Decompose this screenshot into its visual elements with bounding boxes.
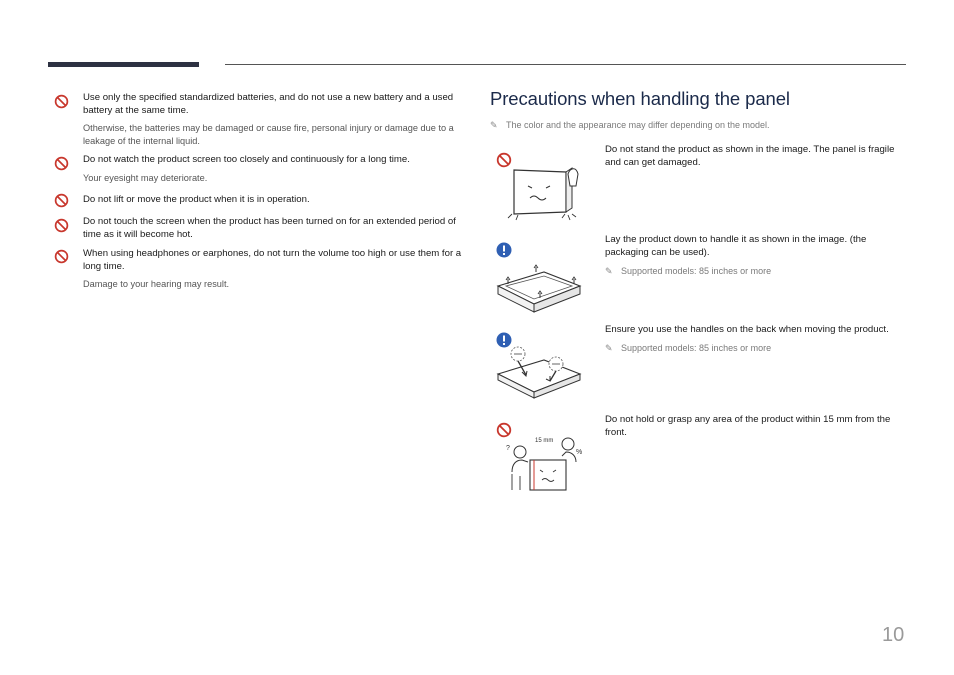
right-item-note-text: Supported models: 85 inches or more	[621, 343, 772, 353]
handles-illustration	[494, 346, 584, 405]
pencil-icon: ✎	[605, 343, 613, 353]
right-item-text: Do not stand the product as shown in the image. The panel is fragile and can get damaged.	[605, 144, 895, 168]
prohibit-icon	[54, 218, 69, 233]
header-rule	[225, 64, 906, 65]
right-item-text: Do not hold or grasp any area of the product within 15 mm from the front.	[605, 414, 891, 438]
svg-text:%: %	[576, 449, 583, 456]
page-number: 10	[882, 624, 905, 646]
left-item-sub: Otherwise, the batteries may be damaged or cause fire, personal injury or damage due to a leakage of the internal liquid.	[83, 123, 454, 146]
left-item-sub: Damage to your hearing may result.	[83, 279, 230, 289]
left-item-text: Do not touch the screen when the product has been turned on for an extended period of time as it will become hot.	[83, 216, 456, 240]
prohibit-icon	[54, 249, 69, 264]
section-note-text: The color and the appearance may differ depending on the model.	[506, 120, 770, 130]
prohibit-icon	[54, 94, 69, 109]
right-item-note-text: Supported models: 85 inches or more	[621, 266, 772, 276]
right-item-text: Lay the product down to handle it as shown in the image. (the packaging can be used).	[605, 234, 867, 258]
svg-text:?: ?	[506, 445, 510, 452]
info-icon	[496, 242, 512, 263]
right-item-text: Ensure you use the handles on the back when moving the product.	[605, 324, 889, 335]
standing-panel-illustration	[506, 162, 584, 227]
left-item-text: Do not lift or move the product when it is in operation.	[83, 194, 310, 205]
left-item-sub: Your eyesight may deteriorate.	[83, 173, 208, 183]
right-item-note	[605, 342, 771, 354]
pencil-icon: ✎	[605, 266, 613, 276]
left-item-text: Do not watch the product screen too closely and continuously for a long time.	[83, 154, 410, 165]
left-item-text: Use only the specified standardized batteries, and do not use a new battery and a used battery at the same time.	[83, 92, 454, 116]
section-title: Precautions when handling the panel	[490, 88, 790, 109]
right-item-note	[605, 265, 771, 277]
panel-laid-down-illustration	[494, 264, 584, 319]
pencil-icon: ✎	[490, 120, 498, 130]
left-item-text: When using headphones or earphones, do not turn the volume too high or use them for a long time.	[83, 248, 462, 272]
prohibit-icon	[54, 156, 69, 171]
prohibit-icon	[54, 193, 69, 208]
section-note	[490, 119, 770, 131]
distance-label: 15 mm	[535, 438, 554, 444]
header-bar-thick	[48, 62, 199, 67]
